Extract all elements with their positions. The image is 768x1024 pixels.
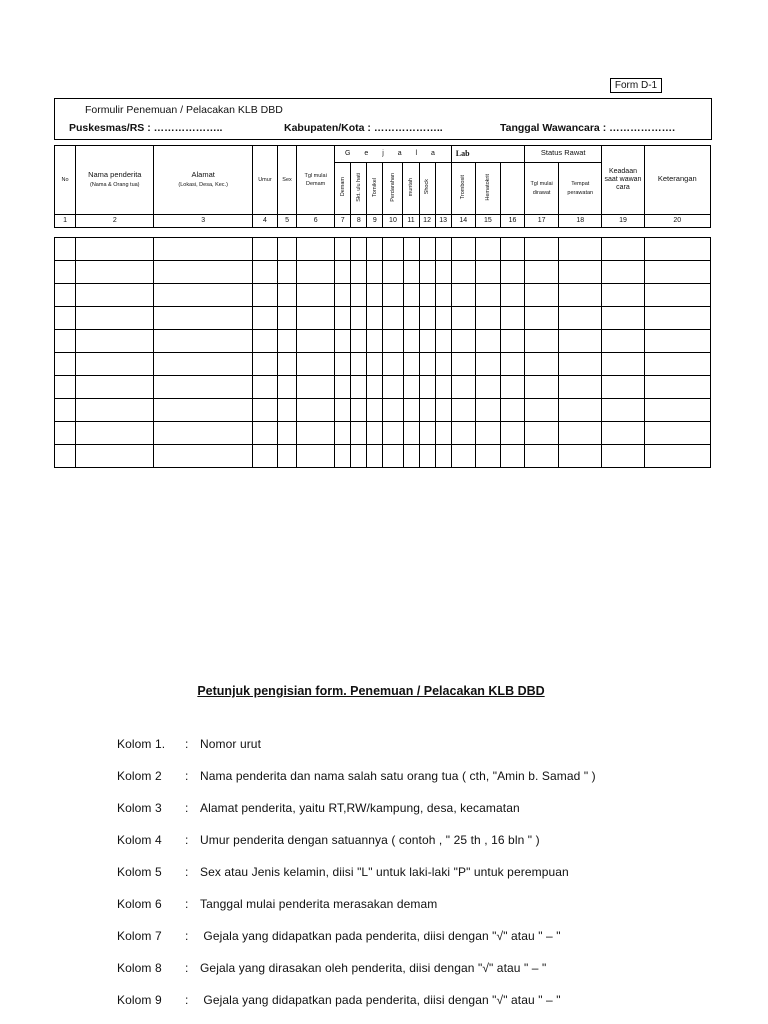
table-cell[interactable] [475,399,500,422]
table-cell[interactable] [297,353,335,376]
form-header-box [54,98,712,140]
table-cell[interactable] [297,422,335,445]
column-number-cell: 8 [351,215,367,228]
table-cell[interactable] [383,399,403,422]
col-hematokrit-header: Hematokrit [475,163,500,215]
table-cell[interactable] [297,238,335,261]
table-row [55,284,711,307]
col-no-header: No [55,146,76,215]
table-cell[interactable] [351,376,367,399]
table-cell[interactable] [154,330,252,353]
table-cell[interactable] [351,353,367,376]
table-cell[interactable] [297,330,335,353]
table-cell[interactable] [76,353,154,376]
instruction-label: Kolom 3 [117,801,162,815]
table-cell[interactable] [76,376,154,399]
table-cell[interactable] [154,445,252,468]
instruction-item [117,929,561,943]
gejala-group-header: G e j a l a [335,146,452,163]
table-cell[interactable] [76,307,154,330]
table-cell[interactable] [277,399,296,422]
table-cell[interactable] [335,399,351,422]
column-number-cell: 10 [383,215,403,228]
table-cell[interactable] [76,330,154,353]
table-row [55,307,711,330]
table-cell[interactable] [644,330,710,353]
table-cell[interactable] [451,445,475,468]
table-cell[interactable] [383,422,403,445]
table-cell[interactable] [435,330,451,353]
table-cell[interactable] [277,422,296,445]
table-cell[interactable] [500,330,524,353]
table-cell[interactable] [335,261,351,284]
column-number-cell: 5 [277,215,296,228]
instruction-text: Nomor urut [200,737,262,751]
form-code-box: Form D-1 [610,78,662,93]
table-cell[interactable] [367,445,383,468]
table-cell[interactable] [525,376,559,399]
table-cell[interactable] [559,284,602,307]
table-cell[interactable] [252,353,277,376]
kabupaten-field: Kabupaten/Kota : ……………….. [284,122,443,134]
column-number-cell: 20 [644,215,710,228]
tanggal-wawancara-field: Tanggal Wawancara : ………………. [500,122,676,134]
table-cell[interactable] [55,307,76,330]
table-cell[interactable] [525,261,559,284]
instruction-colon: : [185,769,189,783]
table-cell[interactable] [559,330,602,353]
table-cell[interactable] [76,284,154,307]
instruction-colon: : [185,961,189,975]
table-cell[interactable] [475,422,500,445]
instruction-colon: : [185,737,189,751]
table-cell[interactable] [525,330,559,353]
table-cell[interactable] [351,399,367,422]
form-data-table [54,237,711,468]
col-tempat-perawatan-header: Tempat perawatan [559,163,602,215]
table-cell[interactable] [277,238,296,261]
table-cell[interactable] [475,261,500,284]
table-cell[interactable] [644,353,710,376]
table-cell[interactable] [475,284,500,307]
table-cell[interactable] [277,307,296,330]
table-cell[interactable] [644,238,710,261]
col-umur-header: Umur [252,146,277,215]
table-cell[interactable] [559,261,602,284]
table-cell[interactable] [76,238,154,261]
col-perdarahan-header: Perdarahan [383,163,403,215]
table-cell[interactable] [403,238,419,261]
table-cell[interactable] [602,261,644,284]
column-number-cell: 18 [559,215,602,228]
instruction-label: Kolom 4 [117,833,162,847]
table-cell[interactable] [383,238,403,261]
table-cell[interactable] [351,307,367,330]
form-table-header [54,145,711,228]
table-cell[interactable] [335,353,351,376]
table-cell[interactable] [55,238,76,261]
table-cell[interactable] [297,376,335,399]
table-cell[interactable] [451,238,475,261]
table-cell[interactable] [602,422,644,445]
table-cell[interactable] [351,284,367,307]
table-cell[interactable] [419,445,435,468]
table-cell[interactable] [55,330,76,353]
table-row [55,376,711,399]
table-cell[interactable] [351,330,367,353]
instruction-label: Kolom 5 [117,865,162,879]
table-row [55,422,711,445]
col-sex-header: Sex [277,146,296,215]
table-cell[interactable] [644,399,710,422]
table-cell[interactable] [252,330,277,353]
table-cell[interactable] [644,284,710,307]
table-cell[interactable] [500,399,524,422]
table-row [55,399,711,422]
column-number-cell: 15 [475,215,500,228]
table-cell[interactable] [277,284,296,307]
table-row [55,330,711,353]
column-number-cell: 2 [76,215,154,228]
table-cell[interactable] [383,353,403,376]
table-cell[interactable] [383,445,403,468]
instruction-item [117,801,520,815]
instruction-label: Kolom 2 [117,769,162,783]
table-cell[interactable] [335,307,351,330]
instruction-colon: : [185,897,189,911]
instruction-label: Kolom 1. [117,737,166,751]
table-cell[interactable] [602,376,644,399]
table-cell[interactable] [525,422,559,445]
table-cell[interactable] [475,330,500,353]
table-cell[interactable] [335,422,351,445]
col-muntah-header: muntah [403,163,419,215]
col-tgl-dirawat-header: Tgl mulai dirawat [525,163,559,215]
table-cell[interactable] [403,261,419,284]
table-cell[interactable] [500,376,524,399]
table-cell[interactable] [451,307,475,330]
table-cell[interactable] [419,353,435,376]
table-cell[interactable] [252,261,277,284]
column-number-cell: 17 [525,215,559,228]
table-cell[interactable] [297,399,335,422]
puskesmas-field: Puskesmas/RS : ……………….. [69,122,223,134]
table-cell[interactable] [525,399,559,422]
table-cell[interactable] [277,330,296,353]
table-cell[interactable] [419,399,435,422]
column-number-cell: 6 [297,215,335,228]
instruction-item [117,833,540,847]
table-cell[interactable] [277,376,296,399]
table-cell[interactable] [451,284,475,307]
table-cell[interactable] [435,307,451,330]
instruction-label: Kolom 8 [117,961,162,975]
col-sakit-ulu-hati-header: Skt. ulu hati [351,163,367,215]
instruction-label: Kolom 7 [117,929,162,943]
table-cell[interactable] [76,422,154,445]
table-cell[interactable] [252,445,277,468]
instruction-item [117,769,596,783]
table-row [55,445,711,468]
instruction-text: Sex atau Jenis kelamin, diisi "L" untuk laki-laki "P" untuk perempuan [200,865,569,879]
table-cell[interactable] [367,399,383,422]
status-rawat-group-header: Status Rawat [525,146,602,163]
column-number-cell: 7 [335,215,351,228]
table-cell[interactable] [154,284,252,307]
table-cell[interactable] [367,261,383,284]
col-tornikel-header: Tornikel [367,163,383,215]
table-cell[interactable] [367,422,383,445]
table-cell[interactable] [383,307,403,330]
table-cell[interactable] [451,422,475,445]
table-cell[interactable] [252,376,277,399]
table-cell[interactable] [435,353,451,376]
table-cell[interactable] [559,238,602,261]
table-cell[interactable] [451,261,475,284]
table-cell[interactable] [403,445,419,468]
table-cell[interactable] [451,399,475,422]
table-cell[interactable] [55,376,76,399]
table-cell[interactable] [500,445,524,468]
table-cell[interactable] [367,284,383,307]
table-cell[interactable] [525,284,559,307]
table-cell[interactable] [76,399,154,422]
instruction-text: Gejala yang didapatkan pada penderita, diisi dengan "√" atau " – " [200,993,561,1007]
table-cell[interactable] [500,238,524,261]
column-number-cell: 1 [55,215,76,228]
table-cell[interactable] [403,353,419,376]
table-cell[interactable] [403,330,419,353]
table-cell[interactable] [154,238,252,261]
column-number-cell: 4 [252,215,277,228]
table-cell[interactable] [559,353,602,376]
table-cell[interactable] [644,261,710,284]
table-cell[interactable] [335,376,351,399]
table-cell[interactable] [500,353,524,376]
table-cell[interactable] [644,422,710,445]
table-cell[interactable] [525,353,559,376]
table-cell[interactable] [403,307,419,330]
table-cell[interactable] [419,284,435,307]
form-title: Formulir Penemuan / Pelacakan KLB DBD [85,104,283,116]
table-cell[interactable] [419,261,435,284]
table-cell[interactable] [559,376,602,399]
table-cell[interactable] [403,422,419,445]
column-number-cell: 11 [403,215,419,228]
table-row [55,353,711,376]
table-cell[interactable] [55,353,76,376]
table-cell[interactable] [297,261,335,284]
table-cell[interactable] [475,238,500,261]
table-cell[interactable] [383,376,403,399]
table-cell[interactable] [559,445,602,468]
table-cell[interactable] [602,284,644,307]
instruction-text: Umur penderita dengan satuannya ( contoh , " 25 th , 16 bln " ) [200,833,540,847]
col-13-header [435,163,451,215]
column-number-cell: 14 [451,215,475,228]
instruction-colon: : [185,993,189,1007]
table-cell[interactable] [435,422,451,445]
table-cell[interactable] [367,238,383,261]
table-cell[interactable] [451,330,475,353]
instruction-text: Alamat penderita, yaitu RT,RW/kampung, desa, kecamatan [200,801,520,815]
table-cell[interactable] [525,307,559,330]
table-cell[interactable] [419,376,435,399]
instruction-label: Kolom 9 [117,993,162,1007]
table-cell[interactable] [367,330,383,353]
table-cell[interactable] [525,238,559,261]
instruction-item [117,897,437,911]
col-alamat-header: Alamat (Lokasi, Desa, Kec.) [154,146,252,215]
table-cell[interactable] [297,284,335,307]
table-cell[interactable] [351,422,367,445]
table-cell[interactable] [335,330,351,353]
table-cell[interactable] [419,422,435,445]
table-cell[interactable] [351,261,367,284]
table-cell[interactable] [419,238,435,261]
table-cell[interactable] [154,307,252,330]
table-cell[interactable] [76,261,154,284]
col-tgl-demam-header: Tgl mulai Demam [297,146,335,215]
table-cell[interactable] [403,399,419,422]
table-cell[interactable] [559,307,602,330]
table-cell[interactable] [367,353,383,376]
column-number-cell: 12 [419,215,435,228]
table-cell[interactable] [451,353,475,376]
instruction-item [117,961,546,975]
table-cell[interactable] [644,307,710,330]
instruction-text: Tanggal mulai penderita merasakan demam [200,897,438,911]
table-cell[interactable] [602,307,644,330]
table-cell[interactable] [252,238,277,261]
table-cell[interactable] [335,445,351,468]
table-cell[interactable] [154,376,252,399]
table-cell[interactable] [154,422,252,445]
table-cell[interactable] [602,399,644,422]
instruction-item [117,737,261,751]
table-cell[interactable] [297,445,335,468]
table-cell[interactable] [435,376,451,399]
col-trombosit-header: Trombosit [451,163,475,215]
table-cell[interactable] [154,353,252,376]
table-cell[interactable] [435,261,451,284]
col-16-header [500,163,524,215]
col-keterangan-header: Keterangan [644,146,710,215]
table-cell[interactable] [367,376,383,399]
table-cell[interactable] [500,307,524,330]
column-number-cell: 9 [367,215,383,228]
instruction-text: Nama penderita dan nama salah satu orang tua ( cth, "Amin b. Samad " ) [200,769,596,783]
table-cell[interactable] [351,238,367,261]
instruction-colon: : [185,865,189,879]
column-number-cell: 3 [154,215,252,228]
table-cell[interactable] [500,422,524,445]
table-cell[interactable] [252,422,277,445]
col-keadaan-header: Keadaan saat wawan cara [602,146,644,215]
column-number-cell: 16 [500,215,524,228]
table-cell[interactable] [277,445,296,468]
table-cell[interactable] [644,445,710,468]
table-cell[interactable] [419,307,435,330]
table-cell[interactable] [475,376,500,399]
table-cell[interactable] [602,353,644,376]
table-cell[interactable] [383,330,403,353]
instruction-text: Gejala yang dirasakan oleh penderita, diisi dengan "√" atau " – " [200,961,547,975]
table-cell[interactable] [55,422,76,445]
instructions-title: Petunjuk pengisian form. Penemuan / Pelacakan KLB DBD [197,684,545,698]
table-cell[interactable] [55,445,76,468]
table-cell[interactable] [475,353,500,376]
table-cell[interactable] [277,261,296,284]
table-cell[interactable] [154,399,252,422]
col-nama-header: Nama penderita (Nama & Orang tua) [76,146,154,215]
table-cell[interactable] [559,399,602,422]
instruction-label: Kolom 6 [117,897,162,911]
instruction-item [117,993,561,1007]
table-cell[interactable] [403,376,419,399]
table-cell[interactable] [451,376,475,399]
column-number-cell: 13 [435,215,451,228]
table-cell[interactable] [335,284,351,307]
col-demam-header: Demam [335,163,351,215]
table-cell[interactable] [55,399,76,422]
lab-group-header: Lab [451,146,524,163]
table-cell[interactable] [419,330,435,353]
table-cell[interactable] [297,307,335,330]
table-cell[interactable] [435,445,451,468]
table-cell[interactable] [154,261,252,284]
instruction-colon: : [185,929,189,943]
table-cell[interactable] [55,284,76,307]
table-cell[interactable] [335,238,351,261]
table-row [55,238,711,261]
table-cell[interactable] [383,261,403,284]
table-cell[interactable] [559,422,602,445]
table-cell[interactable] [367,307,383,330]
table-cell[interactable] [435,284,451,307]
table-cell[interactable] [602,330,644,353]
table-cell[interactable] [252,284,277,307]
table-cell[interactable] [252,307,277,330]
table-cell[interactable] [383,284,403,307]
table-cell[interactable] [403,284,419,307]
table-cell[interactable] [644,376,710,399]
table-cell[interactable] [602,238,644,261]
table-cell[interactable] [525,445,559,468]
column-number-row [55,215,711,228]
table-cell[interactable] [277,353,296,376]
table-cell[interactable] [55,261,76,284]
table-cell[interactable] [602,445,644,468]
table-cell[interactable] [435,238,451,261]
table-cell[interactable] [500,261,524,284]
table-cell[interactable] [435,399,451,422]
table-cell[interactable] [500,284,524,307]
table-cell[interactable] [76,445,154,468]
table-cell[interactable] [252,399,277,422]
table-cell[interactable] [475,445,500,468]
col-shock-header: Shock [419,163,435,215]
table-cell[interactable] [351,445,367,468]
table-row [55,261,711,284]
instruction-item [117,865,569,879]
instruction-colon: : [185,833,189,847]
instruction-colon: : [185,801,189,815]
column-number-cell: 19 [602,215,644,228]
instruction-text: Gejala yang didapatkan pada penderita, diisi dengan "√" atau " – " [200,929,561,943]
table-cell[interactable] [475,307,500,330]
